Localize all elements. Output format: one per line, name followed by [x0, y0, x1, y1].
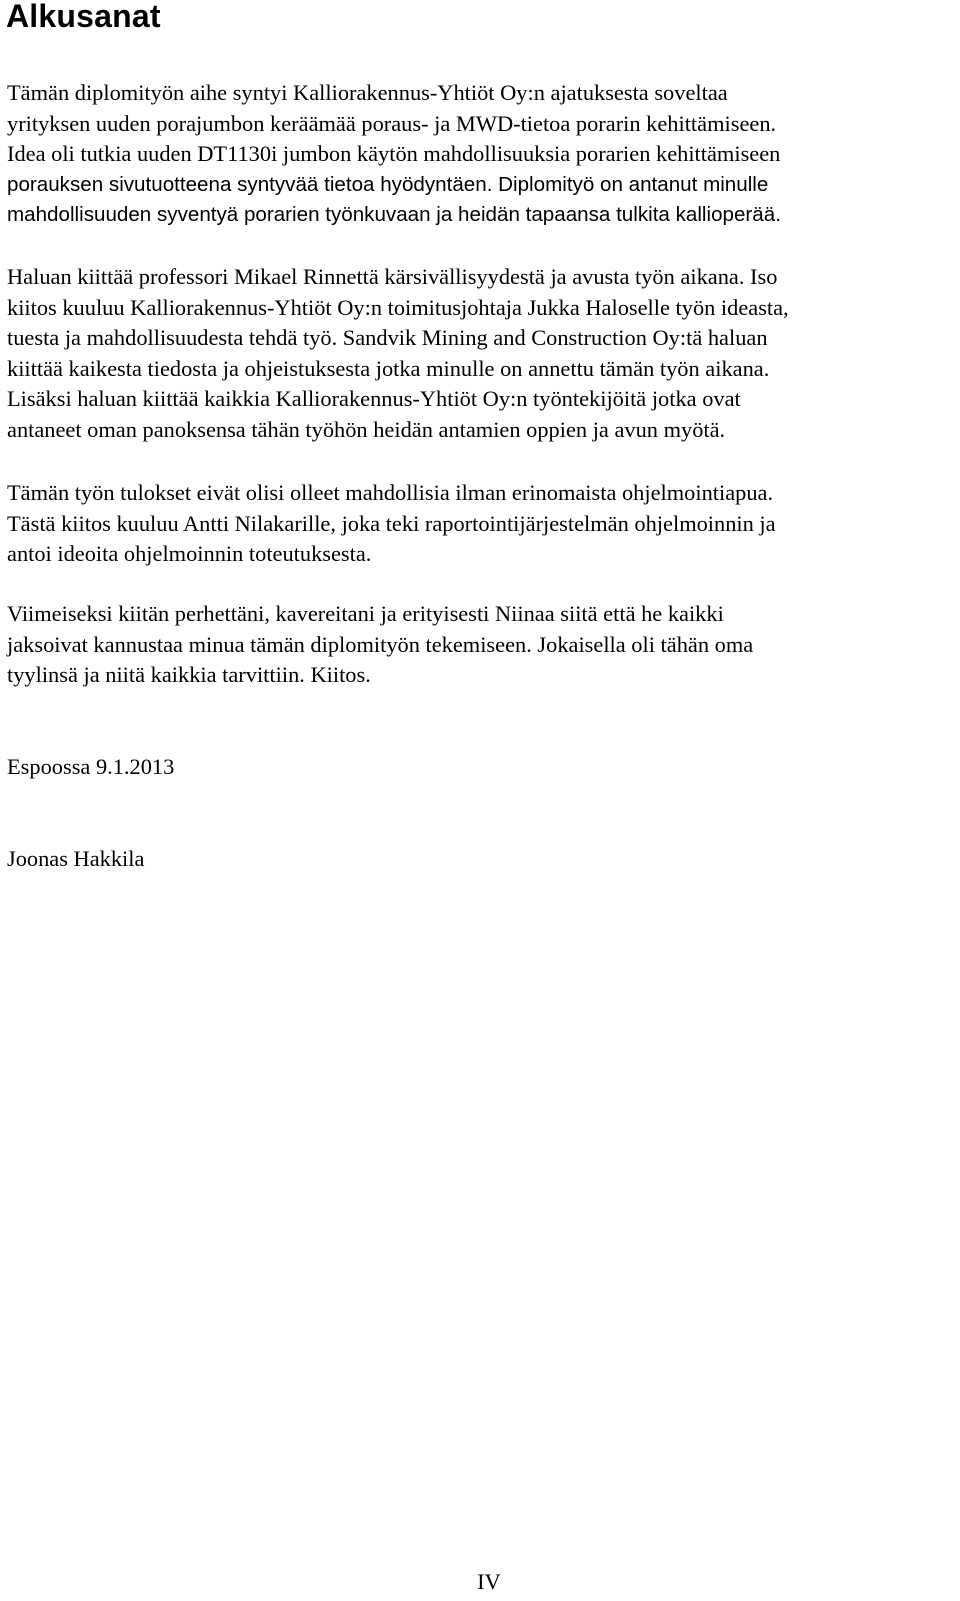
paragraph-family [7, 599, 953, 691]
paragraph-line: antoi ideoita ohjelmoinnin toteutuksesta. [7, 541, 372, 566]
paragraph-line: Tämän diplomityön aihe syntyi Kalliorakennus-Yhtiöt Oy:n ajatuksesta soveltaa [7, 80, 728, 105]
page-title: Alkusanat [6, 0, 161, 34]
paragraph-line: tyylinsä ja niitä kaikkia tarvittiin. Kiitos. [7, 662, 371, 687]
paragraph-line: Lisäksi haluan kiittää kaikkia Kalliorakennus-Yhtiöt Oy:n työntekijöitä jotka ovat [7, 386, 741, 411]
place-date: Espoossa 9.1.2013 [7, 754, 175, 779]
paragraph-programming [7, 478, 953, 570]
paragraph-line: kiittää kaikesta tiedosta ja ohjeistuksesta jotka minulle on annettu tämän työn aikana. [7, 355, 770, 381]
paragraph-line: antaneet oman panoksensa tähän työhön heidän antamien oppien ja avun myötä. [7, 416, 726, 442]
paragraph-line: yrityksen uuden porajumbon keräämää poraus- ja MWD-tietoa porarin kehittämiseen. [7, 110, 777, 136]
paragraph-line: kiitos kuuluu Kalliorakennus-Yhtiöt Oy:n toimitusjohtaja Jukka Haloselle työn ideasta, [7, 294, 789, 320]
paragraph-line: jaksoivat kannustaa minua tämän diplomityön tekemiseen. Jokaisella oli tähän oma [7, 631, 754, 657]
page-number: IV [477, 1569, 501, 1594]
paragraph-thanks [7, 262, 953, 445]
paragraph-line [7, 170, 953, 201]
paragraph-topic [7, 78, 953, 231]
paragraph-line: Viimeiseksi kiitän perhettäni, kavereitani ja erityisesti Niinaa siitä että he kaikki [7, 601, 724, 626]
paragraph-line: Haluan kiittää professori Mikael Rinnettä kärsivällisyydestä ja avusta työn aikana. Iso [7, 264, 778, 289]
paragraph-line: Tämän työn tulokset eivät olisi olleet mahdollisia ilman erinomaista ohjelmointiapua. [7, 480, 774, 505]
author-signature: Joonas Hakkila [7, 846, 145, 871]
paragraph-line: Idea oli tutkia uuden DT1130i jumbon käytön mahdollisuuksia porarien kehittämiseen [7, 141, 781, 166]
paragraph-line-segment: Diplomityö on antanut minulle [498, 172, 769, 196]
paragraph-line-segment: porauksen sivutuotteena syntyvää tietoa hyödyntäen. [7, 172, 493, 196]
paragraph-line: tuesta ja mahdollisuudesta tehdä työ. Sandvik Mining and Construction Oy:tä haluan [7, 325, 768, 350]
paragraph-line: mahdollisuuden syventyä porarien työnkuvaan ja heidän tapaansa tulkita kallioperää. [7, 203, 781, 226]
paragraph-line: Tästä kiitos kuuluu Antti Nilakarille, joka teki raportointijärjestelmän ohjelmoinnin ja [7, 510, 776, 536]
